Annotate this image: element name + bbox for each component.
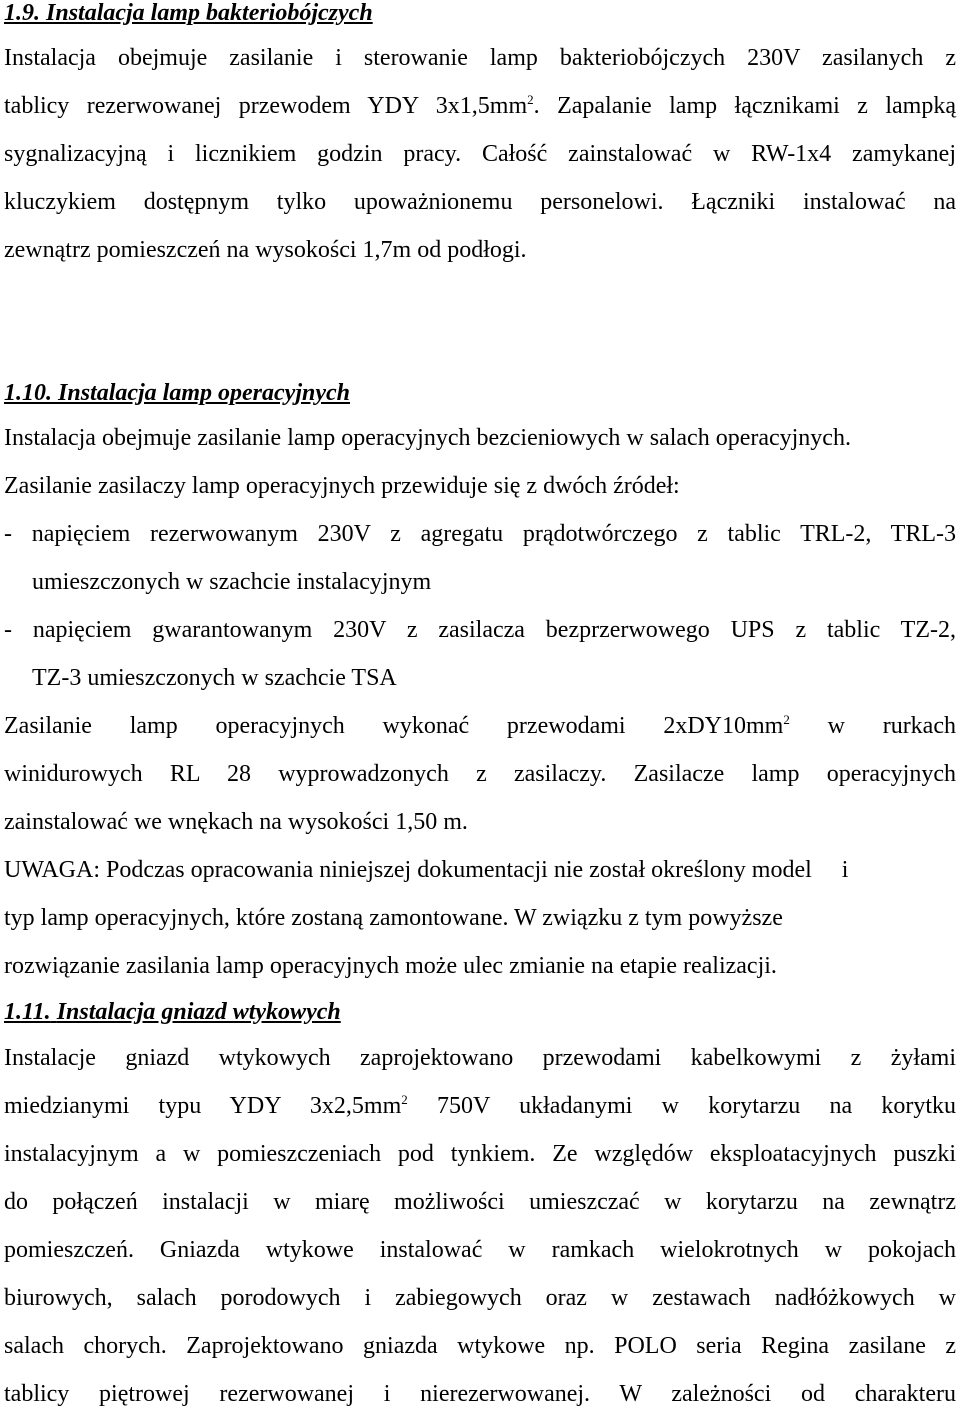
paragraph-line: pomieszczeń. Gniazda wtykowe instalować w ramkach wielokrotnych w pokojach [4, 1237, 956, 1263]
section-heading-1-10 [4, 378, 956, 408]
section-title: Instalacja gniazd wtykowych [56, 999, 341, 1025]
paragraph-line: instalacyjnym a w pomieszczeniach pod tynkiem. Ze względów eksploatacyjnych puszki [4, 1141, 956, 1167]
text-span: w rurkach [789, 713, 956, 739]
paragraph-line: do połączeń instalacji w miarę możliwości umieszczać w korytarzu na zewnątrz [4, 1189, 956, 1215]
note-line: rozwiązanie zasilania lamp operacyjnych może ulec zmianie na etapie realizacji. [4, 953, 777, 979]
paragraph-line [4, 1091, 956, 1121]
paragraph-line: zewnątrz pomieszczeń na wysokości 1,7m od podłogi. [4, 237, 527, 263]
list-item-line: umieszczonych w szachcie instalacyjnym [32, 569, 432, 595]
list-item-line: TZ-3 umieszczonych w szachcie TSA [32, 665, 397, 691]
note-line: UWAGA: Podczas opracowania niniejszej dokumentacji nie został określony model i [4, 857, 849, 883]
section-title: Instalacja lamp operacyjnych [58, 380, 350, 406]
paragraph-line: sygnalizacyjną i licznikiem godzin pracy. Całość zainstalować w RW-1x4 zamykanej [4, 141, 956, 167]
superscript: 2 [527, 92, 534, 107]
paragraph-line: biurowych, salach porodowych i zabiegowych oraz w zestawach nadłóżkowych w [4, 1285, 956, 1311]
note-line: typ lamp operacyjnych, które zostaną zamontowane. W związku z tym powyższe [4, 905, 783, 931]
paragraph-line: kluczykiem dostępnym tylko upoważnionemu personelowi. Łączniki instalować na [4, 189, 956, 215]
superscript: 2 [401, 1092, 408, 1107]
text-span: tablicy rezerwowanej przewodem YDY 3x1,5mm [4, 93, 528, 119]
section-number: 1.9. [4, 0, 40, 26]
section-heading-1-11 [4, 997, 956, 1027]
section-heading-1-9 [4, 0, 956, 28]
section-number: 1.11. [4, 999, 51, 1025]
paragraph-line: Instalacja obejmuje zasilanie i sterowanie lamp bakteriobójczych 230V zasilanych z [4, 45, 956, 71]
paragraph-line: tablicy piętrowej rezerwowanej i nierezerwowanej. W zależności od charakteru [4, 1381, 956, 1407]
text-span: 750V układanymi w korytarzu na korytku [407, 1093, 957, 1119]
paragraph-line: Instalacja obejmuje zasilanie lamp operacyjnych bezcieniowych w salach operacyjnych. [4, 425, 851, 451]
paragraph-line [4, 711, 956, 741]
paragraph-line: zainstalować we wnękach na wysokości 1,50 m. [4, 809, 468, 835]
paragraph-line: Zasilanie zasilaczy lamp operacyjnych przewiduje się z dwóch źródeł: [4, 473, 680, 499]
text-span: Zasilanie lamp operacyjnych wykonać przewodami 2xDY10mm [4, 713, 784, 739]
paragraph-line: Instalacje gniazd wtykowych zaprojektowano przewodami kabelkowymi z żyłami [4, 1045, 956, 1071]
paragraph-line [4, 91, 956, 121]
list-item-line: - napięciem rezerwowanym 230V z agregatu prądotwórczego z tablic TRL-2, TRL-3 [4, 521, 956, 547]
section-title: Instalacja lamp bakteriobójczych [46, 0, 373, 26]
paragraph-line: salach chorych. Zaprojektowano gniazda wtykowe np. POLO seria Regina zasilane z [4, 1333, 956, 1359]
section-number: 1.10. [4, 380, 52, 406]
text-span: miedzianymi typu YDY 3x2,5mm [4, 1093, 402, 1119]
text-span: . Zapalanie lamp łącznikami z lampką [533, 93, 956, 119]
list-item-line: - napięciem gwarantowanym 230V z zasilacza bezprzerwowego UPS z tablic TZ-2, [4, 617, 956, 643]
superscript: 2 [783, 712, 790, 727]
paragraph-line: winidurowych RL 28 wyprowadzonych z zasilaczy. Zasilacze lamp operacyjnych [4, 761, 956, 787]
